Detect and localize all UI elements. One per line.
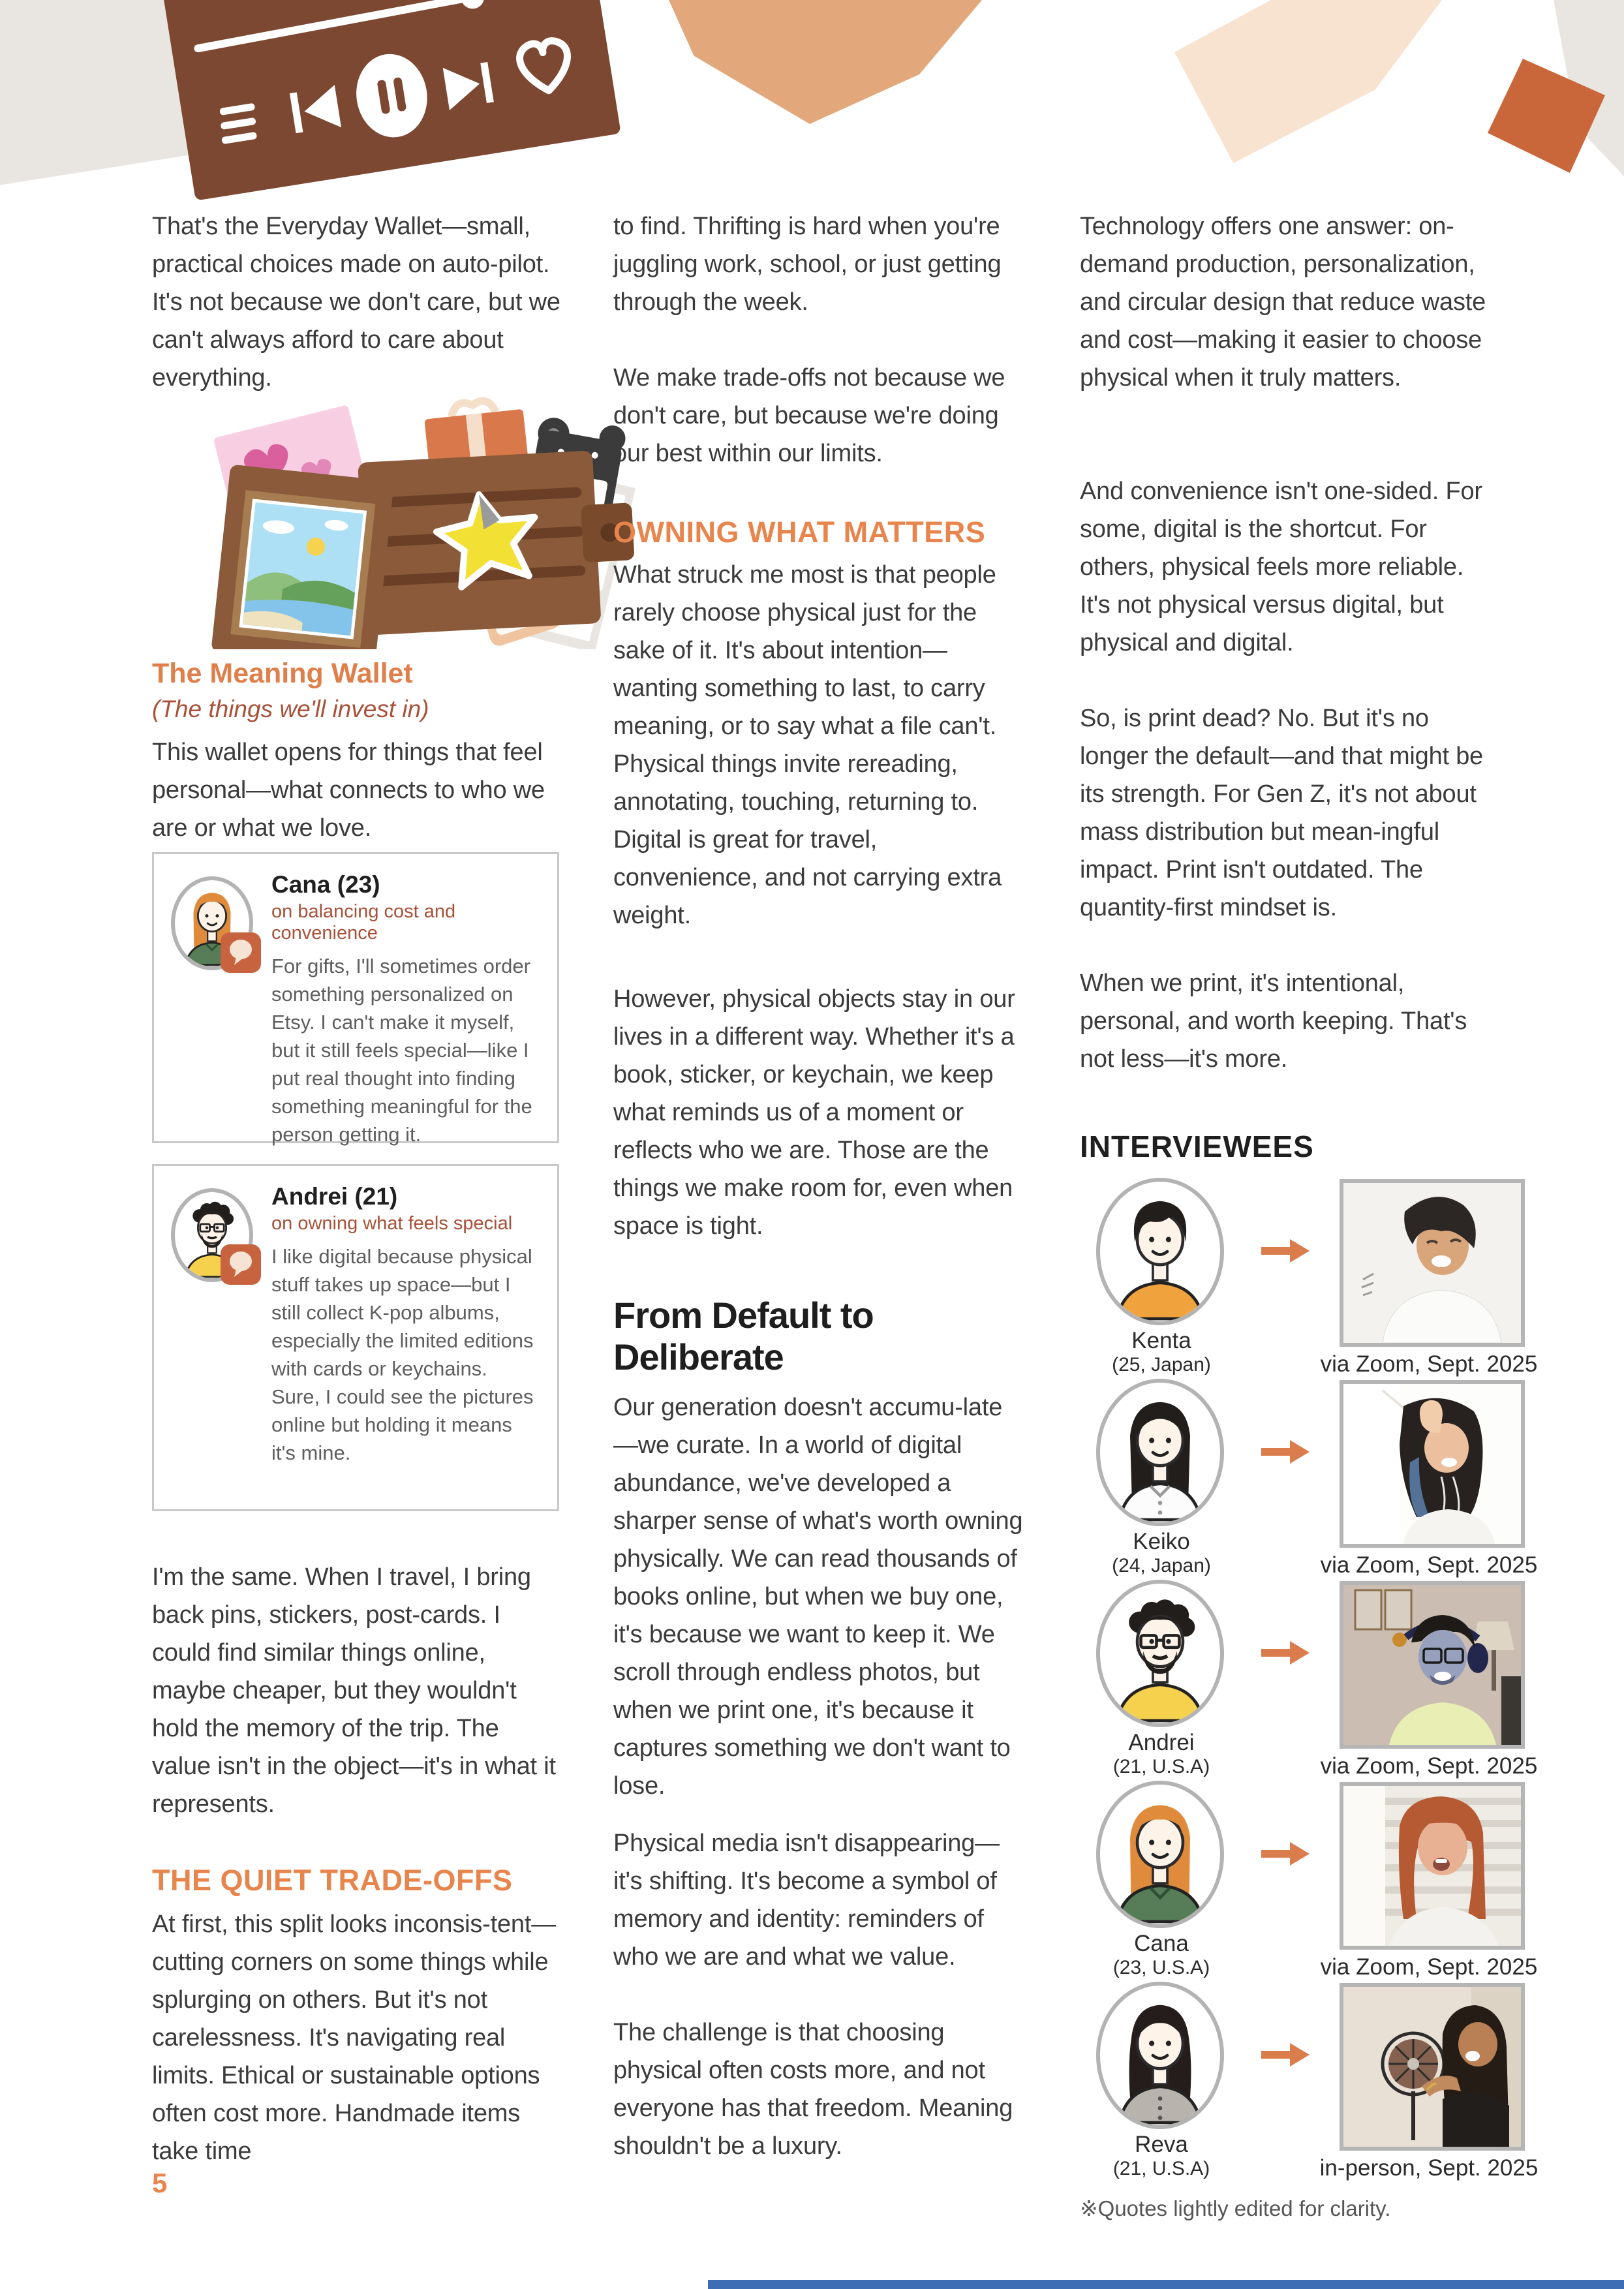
wallet-left-flap bbox=[211, 465, 394, 649]
paragraph: to find. Thrifting is hard when you're juggling work, school, or just getting through the week. bbox=[613, 213, 1002, 316]
interviewee-row-reva bbox=[1080, 1982, 1539, 2181]
photo-caption: via Zoom, Sept. 2025 bbox=[1320, 1351, 1538, 1377]
quote-topic: on balancing cost and convenience bbox=[271, 901, 456, 944]
paragraph: Technology offers one answer: on-demand production, personalization, and circular design that reduce waste and cost—making it easier to choose physical when it truly matters. bbox=[1080, 213, 1486, 392]
interviewee-row-andrei bbox=[1080, 1580, 1538, 1779]
interviewee-name: Andrei bbox=[1128, 1730, 1195, 1755]
paragraph: And convenience isn't one-sided. For some, digital is the shortcut. For others, physical feels more reliable. It's not physical versus digital, but physical and digital. bbox=[1080, 478, 1482, 656]
photo-caption: via Zoom, Sept. 2025 bbox=[1320, 1954, 1538, 1980]
bottom-blue-bar bbox=[708, 2280, 1624, 2289]
speech-bubble-icon bbox=[221, 1244, 261, 1285]
interviewee-name: Keiko bbox=[1133, 1529, 1190, 1554]
music-player-illustration bbox=[162, 0, 620, 201]
avatar-andrei bbox=[171, 1188, 253, 1282]
paragraph: So, is print dead? No. But it's no longer the default—and that might be its strength. For Gen Z, it's not about mass distribution but mean-ingful impact. Print isn't outdated. The quantity-first mindset is. bbox=[1080, 705, 1484, 921]
wallet-illustration bbox=[147, 395, 649, 649]
interviewee-row-keiko bbox=[1080, 1379, 1538, 1578]
interviewee-meta: (21, U.S.A) bbox=[1112, 2158, 1210, 2179]
avatar-andrei-list bbox=[1096, 1580, 1224, 1727]
interviewee-name: Kenta bbox=[1131, 1328, 1191, 1353]
paragraph: However, physical objects stay in our lives in a different way. Whether it's a book, sticker, or keychain, we keep what reminds us of a moment or reflects who we are. Those are the things we make room for, even when space is tight. bbox=[613, 985, 1015, 1240]
photo-kenta bbox=[1340, 1179, 1525, 1347]
photo-caption: via Zoom, Sept. 2025 bbox=[1320, 1552, 1538, 1578]
from-default-to-deliberate-heading: From Default to Deliberate bbox=[613, 1295, 874, 1377]
paragraph: That's the Everyday Wallet—small, practical choices made on auto-pilot. It's not because we don't care, but we can't always afford to care about everything. bbox=[152, 213, 560, 392]
speech-bubble-icon bbox=[221, 932, 261, 973]
paragraph: The challenge is that choosing physical often costs more, and not everyone has that freedom. Meaning shouldn't be a luxury. bbox=[613, 2019, 1013, 2160]
playlist-icon bbox=[217, 103, 260, 144]
photo-cana bbox=[1340, 1782, 1525, 1950]
quote-text: I like digital because physical stuff takes up space—but I still collect K-pop albums, especially the limited editions with cards or keychains. Sure, I could see the pictures online but holding it means it's mine. bbox=[271, 1245, 534, 1464]
quotes-footnote: ※Quotes lightly edited for clarity. bbox=[1080, 2196, 1391, 2220]
avatar-cana bbox=[171, 876, 253, 970]
arrow-right-icon bbox=[1261, 1839, 1310, 1868]
avatar-cana-list bbox=[1096, 1781, 1224, 1928]
quote-name: Cana (23) bbox=[271, 871, 380, 898]
quote-card-cana bbox=[152, 852, 559, 1146]
paragraph: Our generation doesn't accumu-late—we curate. In a world of digital abundance, we've developed a sharper sense of what's worth owning physically. We can read thousands of books online, but when we buy one, it's because we want to keep it. We scroll through endless photos, but when we print one, it's because it captures something we don't want to lose. bbox=[613, 1394, 1023, 1800]
arrow-right-icon bbox=[1261, 1437, 1310, 1466]
interviewee-row-kenta bbox=[1080, 1178, 1538, 1377]
paragraph: We make trade-offs not because we don't care, but because we're doing our best within our limits. bbox=[613, 364, 1005, 467]
previous-icon bbox=[290, 85, 341, 134]
heart-icon bbox=[517, 38, 572, 94]
interviewee-row-cana bbox=[1080, 1781, 1538, 1980]
quote-topic: on owning what feels special bbox=[271, 1213, 513, 1234]
interviewee-name: Cana bbox=[1134, 1931, 1189, 1956]
photo-caption: via Zoom, Sept. 2025 bbox=[1320, 1753, 1538, 1779]
interviewees-heading: INTERVIEWEES bbox=[1080, 1129, 1314, 1163]
quote-text: For gifts, I'll sometimes order something personalized on Etsy. I can't make it myself, but it still feels special—like I put real thought into finding something meaningful for the person getting it. bbox=[271, 955, 532, 1146]
page-number: 5 bbox=[152, 2168, 168, 2198]
photo-keiko bbox=[1340, 1380, 1525, 1548]
avatar-reva bbox=[1096, 1982, 1224, 2129]
interviewee-meta: (24, Japan) bbox=[1112, 1555, 1211, 1576]
meaning-wallet-heading: The Meaning Wallet bbox=[152, 658, 413, 689]
avatar-keiko bbox=[1096, 1379, 1224, 1526]
arrow-right-icon bbox=[1261, 2040, 1310, 2069]
meaning-wallet-subheading: (The things we'll invest in) bbox=[152, 696, 429, 722]
progress-bar-icon bbox=[195, 0, 572, 52]
paragraph: At first, this split looks inconsis-tent—cutting corners on some things while splurging on others. But it's not carelessness. It's navigating real limits. Ethical or sustainable options often cost more. Handmade items take time bbox=[152, 1911, 557, 2165]
interviewee-meta: (25, Japan) bbox=[1112, 1354, 1211, 1375]
owning-what-matters-heading: OWNING WHAT MATTERS bbox=[613, 515, 986, 549]
quote-card-andrei bbox=[152, 1164, 559, 1511]
interviewee-meta: (23, U.S.A) bbox=[1112, 1957, 1210, 1978]
quiet-tradeoffs-heading: THE QUIET TRADE-OFFS bbox=[152, 1864, 513, 1897]
arrow-right-icon bbox=[1261, 1638, 1310, 1667]
next-icon bbox=[443, 61, 494, 110]
interviewee-meta: (21, U.S.A) bbox=[1112, 1756, 1210, 1777]
paragraph: This wallet opens for things that feel personal—what connects to who we are or what we love. bbox=[152, 739, 545, 842]
avatar-kenta bbox=[1096, 1178, 1224, 1325]
photo-caption: in-person, Sept. 2025 bbox=[1319, 2155, 1539, 2181]
paragraph: I'm the same. When I travel, I bring back pins, stickers, post-cards. I could find similar things online, maybe cheaper, but they wouldn't hold the memory of the trip. The value isn't in the object—it's in what it represents. bbox=[152, 1563, 556, 1818]
paragraph: Physical media isn't disappearing—it's shifting. It's become a symbol of memory and identity: reminders of who we are and what we value. bbox=[613, 1830, 1000, 1971]
quote-name: Andrei (21) bbox=[271, 1183, 398, 1210]
decor-tan-shape-top bbox=[669, 0, 982, 124]
paragraph: What struck me most is that people rarely choose physical just for the sake of it. It's about intention—wanting something to last, to carry meaning, or to say what a file can't. Physical things invite rereading, annotating, touching, returning to. Digital is great for travel, convenience, and not carrying extra weight. bbox=[613, 561, 1002, 929]
photo-reva bbox=[1340, 1983, 1525, 2151]
pause-icon bbox=[350, 49, 433, 142]
arrow-right-icon bbox=[1261, 1237, 1310, 1265]
decor-peach-shape-top bbox=[1174, 0, 1442, 163]
interviewee-name: Reva bbox=[1135, 2132, 1188, 2157]
paragraph: When we print, it's intentional, personal, and worth keeping. That's not less—it's more. bbox=[1080, 970, 1467, 1073]
photo-andrei bbox=[1340, 1581, 1525, 1749]
